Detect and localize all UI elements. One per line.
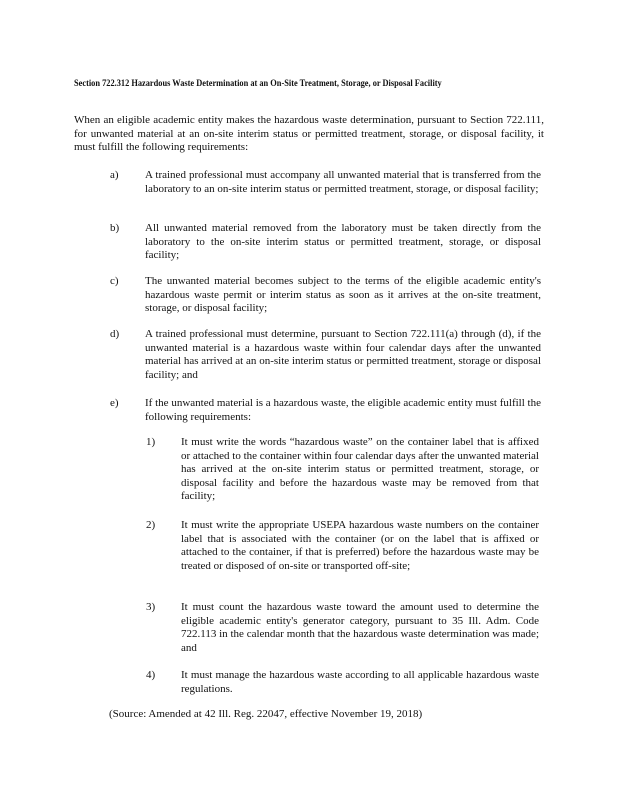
source-note: (Source: Amended at 42 Ill. Reg. 22047, effective November 19, 2018) [109, 708, 423, 720]
sublist-label: 3) [146, 601, 156, 613]
list-label: b) [110, 222, 120, 234]
list-label: e) [110, 397, 119, 409]
sublist-label: 4) [146, 669, 156, 681]
list-text: A trained professional must accompany all unwanted material that is transferred from the laboratory to an on-site interim status or permitted treatment, storage, or disposal facility; [145, 169, 541, 195]
list-text: The unwanted material becomes subject to the terms of the eligible academic entity's hazardous waste permit or interim status as soon as it arrives at the on-site treatment, storage, or disposal facility; [145, 275, 541, 314]
intro-paragraph: When an eligible academic entity makes the hazardous waste determination, pursuant to Section 722.111, for unwanted material at an on-site interim status or permitted treatment, storage, or disposal facility, it must fulfill the following requirements: [74, 114, 544, 153]
sublist-label: 2) [146, 519, 156, 531]
sublist-text: It must write the appropriate USEPA hazardous waste numbers on the container label that is associated with the container (or on the label that is affixed or attached to the container, if that is preferred) before the hazardous waste may be treated or disposed of on-site or transported off-site; [181, 519, 539, 572]
sublist-text: It must manage the hazardous waste according to all applicable hazardous waste regulations. [181, 669, 539, 695]
list-text: All unwanted material removed from the laboratory must be taken directly from the laboratory to the on-site interim status or permitted treatment, storage, or disposal facility; [145, 222, 541, 261]
sublist-text: It must count the hazardous waste toward the amount used to determine the eligible academic entity's generator category, pursuant to 35 Ill. Adm. Code 722.113 in the calendar month that the hazardous waste determination was made; and [181, 601, 539, 654]
section-heading: Section 722.312 Hazardous Waste Determination at an On-Site Treatment, Storage, or Disposal Facility [74, 79, 442, 89]
list-label: a) [110, 169, 119, 181]
list-label: d) [110, 328, 120, 340]
list-text: If the unwanted material is a hazardous waste, the eligible academic entity must fulfill the following requirements: [145, 397, 541, 423]
list-text: A trained professional must determine, pursuant to Section 722.111(a) through (d), if the unwanted material is a hazardous waste within four calendar days after the unwanted material has arrived at an on-site interim status or permitted treatment, storage or disposal facility; and [145, 328, 541, 381]
sublist-label: 1) [146, 436, 156, 448]
sublist-text: It must write the words “hazardous waste” on the container label that is affixed or attached to the container within four calendar days after the unwanted material has arrived at the on-site interim status or permitted treatment, storage, or disposal facility and before the hazardous waste may be removed from that facility; [181, 436, 539, 502]
list-label: c) [110, 275, 119, 287]
